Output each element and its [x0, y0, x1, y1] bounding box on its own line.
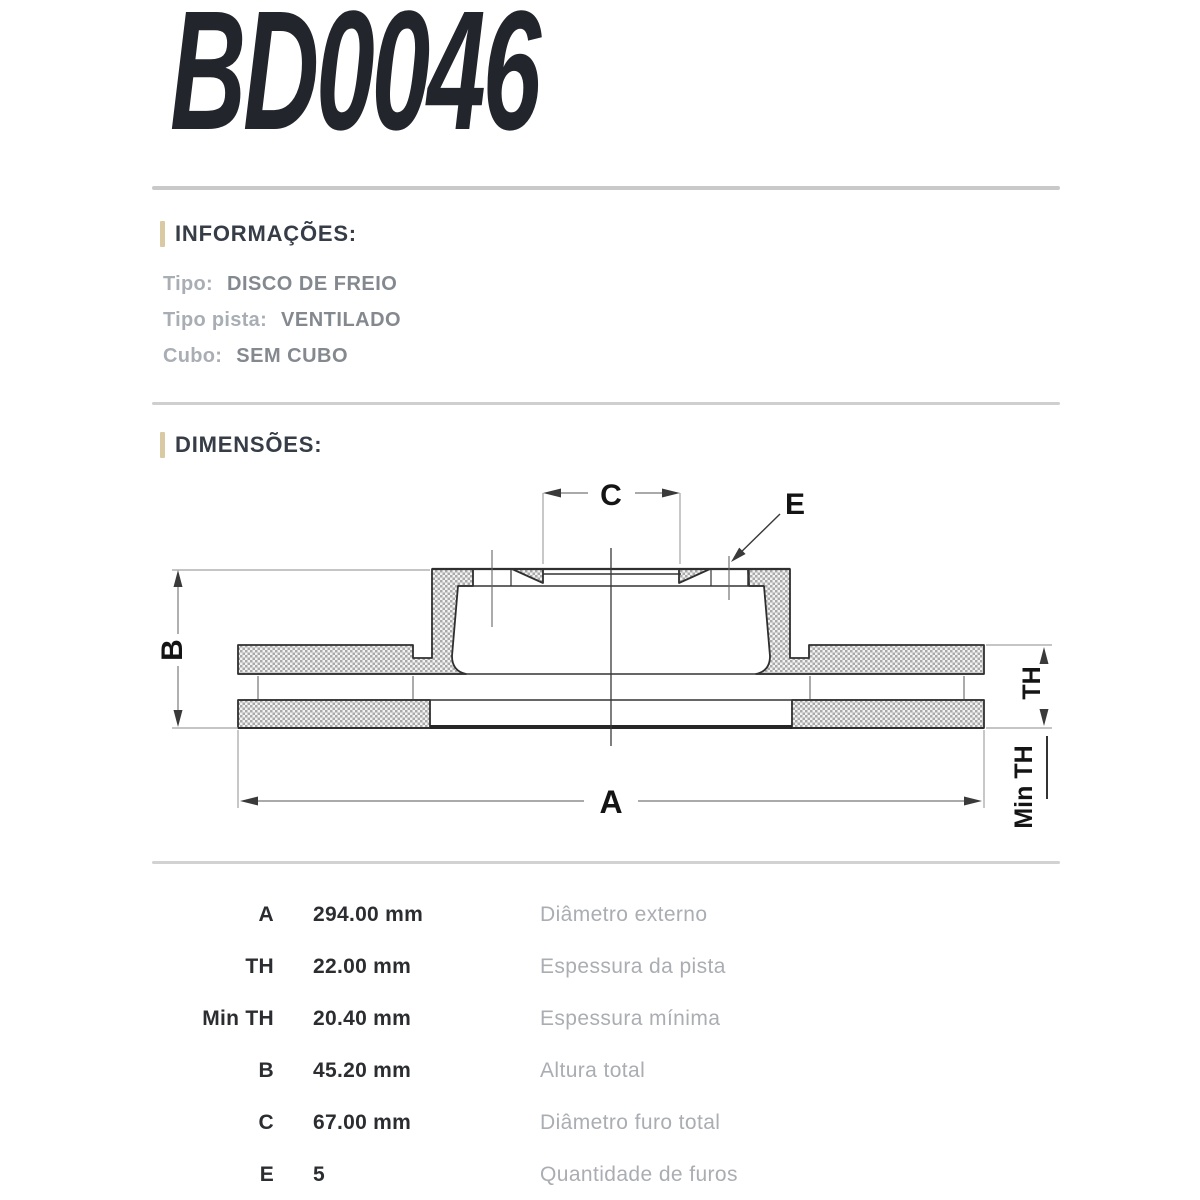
dim-value: 5: [313, 1163, 325, 1186]
dim-description: Espessura da pista: [540, 955, 726, 978]
info-label: Cubo:: [163, 345, 223, 367]
dim-label-min-th: Min TH: [1010, 745, 1038, 829]
dim-label-b: B: [156, 639, 189, 661]
dimensoes-heading: [160, 432, 322, 458]
dim-value: 45.20 mm: [313, 1059, 412, 1082]
dim-code: TH: [245, 955, 274, 978]
info-row-tipo-pista: [163, 302, 401, 338]
dim-description: Diâmetro externo: [540, 903, 708, 926]
dimensions-table: [150, 889, 1062, 1200]
divider-bottom: [152, 861, 1060, 864]
dim-code: E: [259, 1163, 274, 1186]
dimensoes-title: DIMENSÕES:: [175, 432, 323, 457]
info-label: Tipo pista:: [163, 309, 268, 331]
divider-middle: [152, 402, 1060, 405]
dim-description: Espessura mínima: [540, 1007, 721, 1030]
accent-bar: [160, 432, 165, 458]
informacoes-heading: [160, 221, 357, 247]
info-value: VENTILADO: [281, 309, 402, 331]
info-value: DISCO DE FREIO: [227, 273, 398, 295]
accent-bar: [160, 221, 165, 247]
dim-description: Altura total: [540, 1059, 646, 1082]
dim-code: Min TH: [202, 1007, 274, 1030]
dim-label-e: E: [784, 488, 806, 521]
brake-disc-cross-section-diagram: [150, 460, 1070, 860]
part-number-title: BD0046: [170, 0, 539, 166]
dim-label-c: C: [600, 479, 622, 512]
dim-code: B: [258, 1059, 274, 1082]
dim-description: Quantidade de furos: [540, 1163, 738, 1186]
info-row-cubo: [163, 338, 401, 374]
dim-value: 294.00 mm: [313, 903, 424, 926]
dim-value: 67.00 mm: [313, 1111, 412, 1134]
dim-code: C: [258, 1111, 274, 1134]
info-value: SEM CUBO: [236, 345, 349, 367]
informacoes-title: INFORMAÇÕES:: [175, 221, 357, 246]
dim-label-th: TH: [1018, 666, 1046, 700]
dim-value: 20.40 mm: [313, 1007, 412, 1030]
dim-description: Diâmetro furo total: [540, 1111, 721, 1134]
dim-code: A: [258, 903, 274, 926]
divider-top: [152, 186, 1060, 190]
dim-value: 22.00 mm: [313, 955, 412, 978]
info-label: Tipo:: [163, 273, 214, 295]
dim-label-a: A: [599, 784, 623, 820]
info-row-tipo: [163, 266, 401, 302]
info-rows: [163, 266, 401, 374]
